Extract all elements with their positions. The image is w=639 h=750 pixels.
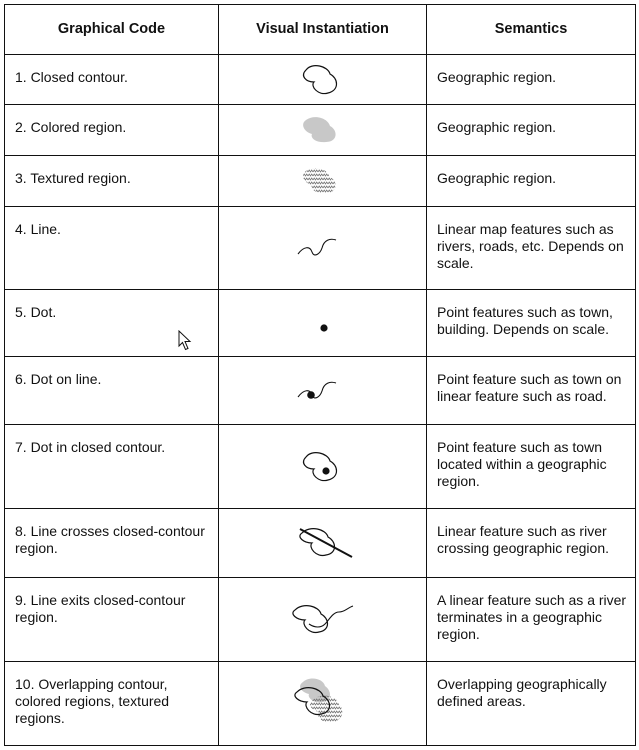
code-cell: 2. Colored region. — [5, 105, 219, 156]
dot-on-line-icon — [288, 371, 358, 411]
visual-cell — [219, 207, 427, 290]
semantics-cell: Point feature such as town located within a geographic region. — [427, 425, 636, 509]
table-row — [5, 105, 636, 156]
textured-region-icon — [288, 161, 358, 201]
table-row — [5, 425, 636, 509]
header-visual-instantiation: Visual Instantiation — [219, 5, 427, 55]
visual-cell — [219, 509, 427, 578]
code-cell: 4. Line. — [5, 207, 219, 290]
table-row — [5, 290, 636, 357]
header-graphical-code: Graphical Code — [5, 5, 219, 55]
table-row — [5, 357, 636, 425]
visual-cell — [219, 357, 427, 425]
code-cell: 6. Dot on line. — [5, 357, 219, 425]
code-cell: 3. Textured region. — [5, 156, 219, 207]
semantics-cell: Linear map features such as rivers, roads, etc. Depends on scale. — [427, 207, 636, 290]
visual-cell — [219, 578, 427, 662]
closed-contour-icon — [288, 60, 358, 100]
semantics-cell: Geographic region. — [427, 105, 636, 156]
visual-cell — [219, 662, 427, 746]
mouse-pointer-icon — [178, 330, 192, 352]
code-cell: 7. Dot in closed contour. — [5, 425, 219, 509]
table-row — [5, 55, 636, 105]
overlapping-regions-icon — [283, 674, 363, 734]
semantics-cell: Point feature such as town on linear feature such as road. — [427, 357, 636, 425]
visual-cell — [219, 290, 427, 357]
code-cell: 5. Dot. — [5, 290, 219, 357]
header-row — [5, 5, 636, 55]
table-row — [5, 578, 636, 662]
semantics-cell: Point features such as town, building. Depends on scale. — [427, 290, 636, 357]
graphical-code-table — [4, 4, 636, 746]
table-row — [5, 156, 636, 207]
table-row — [5, 509, 636, 578]
code-cell: 8. Line crosses closed-contour region. — [5, 509, 219, 578]
colored-region-icon — [288, 110, 358, 150]
table-row — [5, 662, 636, 746]
line-crosses-contour-icon — [288, 521, 358, 565]
code-cell: 10. Overlapping contour, colored regions, textured regions. — [5, 662, 219, 746]
semantics-cell: Overlapping geographically defined areas. — [427, 662, 636, 746]
dot-icon — [288, 303, 358, 343]
visual-cell — [219, 105, 427, 156]
line-exits-contour-icon — [283, 598, 363, 642]
header-semantics: Semantics — [427, 5, 636, 55]
table-row — [5, 207, 636, 290]
semantics-cell: A linear feature such as a river terminates in a geographic region. — [427, 578, 636, 662]
code-cell: 9. Line exits closed-contour region. — [5, 578, 219, 662]
code-cell: 1. Closed contour. — [5, 55, 219, 105]
dot-in-contour-icon — [288, 447, 358, 487]
line-icon — [288, 228, 358, 268]
semantics-cell: Linear feature such as river crossing geographic region. — [427, 509, 636, 578]
semantics-cell: Geographic region. — [427, 156, 636, 207]
visual-cell — [219, 425, 427, 509]
semantics-table-container — [4, 4, 635, 746]
visual-cell — [219, 156, 427, 207]
visual-cell — [219, 55, 427, 105]
semantics-cell: Geographic region. — [427, 55, 636, 105]
